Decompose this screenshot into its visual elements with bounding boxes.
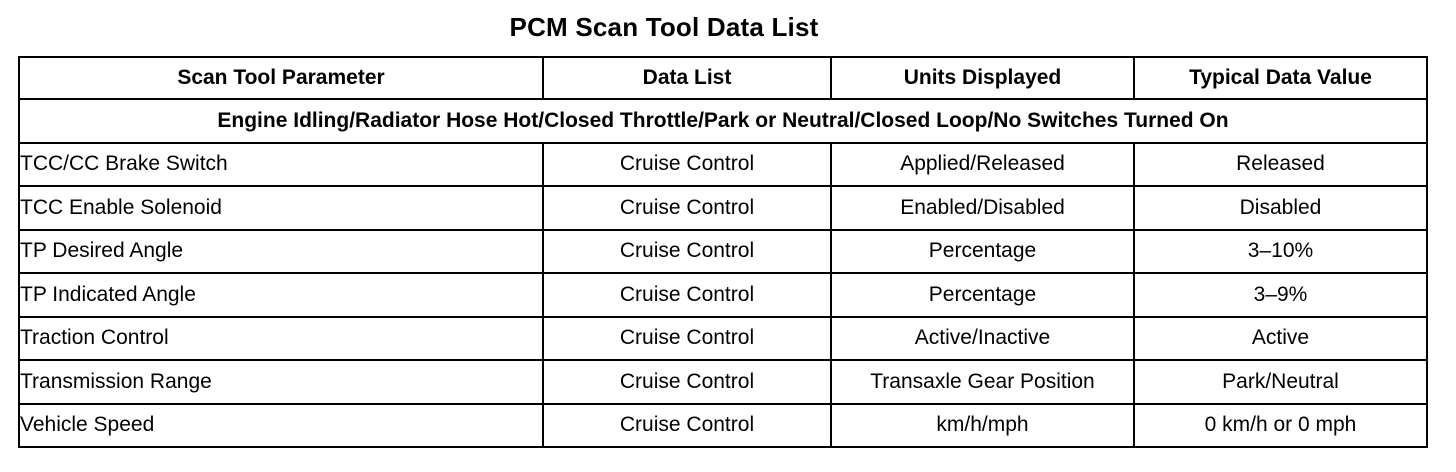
column-header-typical-value: Typical Data Value [1134,57,1427,99]
column-header-parameter: Scan Tool Parameter [19,57,543,99]
cell-data-list: Cruise Control [543,273,831,317]
cell-units: Enabled/Disabled [831,186,1134,230]
table-header-row [19,57,1427,99]
section-row [19,99,1427,143]
table-row [19,360,1427,404]
cell-parameter: Transmission Range [19,360,543,404]
table-row [19,230,1427,274]
table-row [19,317,1427,361]
cell-typical-value: Park/Neutral [1134,360,1427,404]
section-condition-label: Engine Idling/Radiator Hose Hot/Closed Throttle/Park or Neutral/Closed Loop/No Switches Turned On [19,99,1427,143]
cell-data-list: Cruise Control [543,360,831,404]
table-row [19,273,1427,317]
cell-typical-value: 3–9% [1134,273,1427,317]
cell-typical-value: Disabled [1134,186,1427,230]
cell-typical-value: Active [1134,317,1427,361]
cell-typical-value: Released [1134,143,1427,187]
cell-data-list: Cruise Control [543,230,831,274]
cell-data-list: Cruise Control [543,404,831,448]
column-header-data-list: Data List [543,57,831,99]
cell-units: Percentage [831,273,1134,317]
cell-data-list: Cruise Control [543,186,831,230]
cell-units: Applied/Released [831,143,1134,187]
cell-units: km/h/mph [831,404,1134,448]
cell-parameter: TP Indicated Angle [19,273,543,317]
cell-parameter: Traction Control [19,317,543,361]
cell-data-list: Cruise Control [543,143,831,187]
table-row [19,186,1427,230]
table-row [19,143,1427,187]
cell-parameter: Vehicle Speed [19,404,543,448]
document-title: PCM Scan Tool Data List [509,12,819,42]
cell-typical-value: 3–10% [1134,230,1427,274]
cell-units: Percentage [831,230,1134,274]
cell-units: Active/Inactive [831,317,1134,361]
column-header-units: Units Displayed [831,57,1134,99]
cell-data-list: Cruise Control [543,317,831,361]
scan-tool-data-table [18,56,1428,448]
cell-units: Transaxle Gear Position [831,360,1134,404]
table-row [19,404,1427,448]
cell-parameter: TP Desired Angle [19,230,543,274]
cell-typical-value: 0 km/h or 0 mph [1134,404,1427,448]
cell-parameter: TCC/CC Brake Switch [19,143,543,187]
cell-parameter: TCC Enable Solenoid [19,186,543,230]
